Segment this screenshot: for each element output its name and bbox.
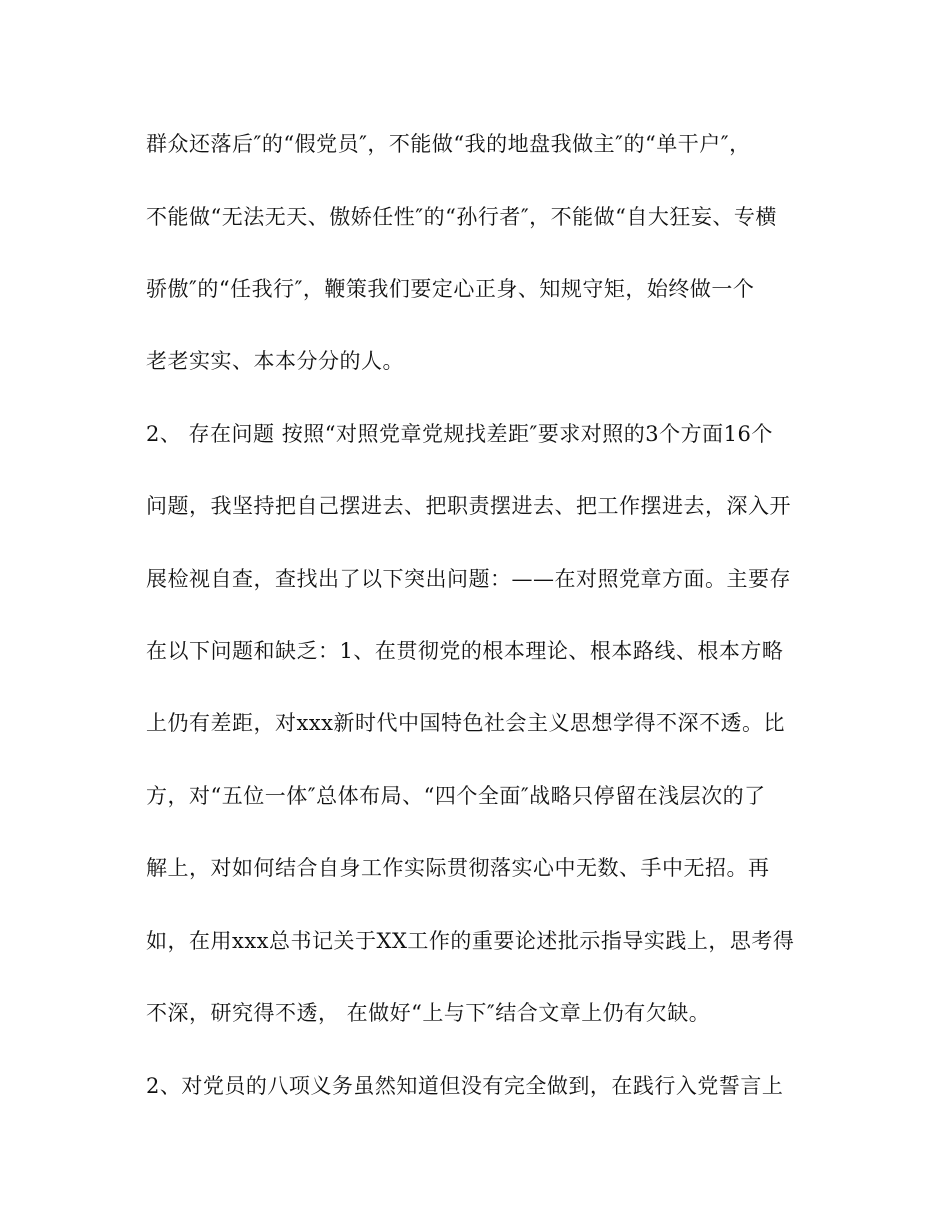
paragraph-line: 不深，研究得不透， 在做好“上与下″结合文章上仍有欠缺。 bbox=[146, 1001, 711, 1025]
paragraph-line: 解上，对如何结合自身工作实际贯彻落实心中无数、手中无招。再 bbox=[146, 856, 770, 880]
paragraph-line: 老老实实、本本分分的人。 bbox=[146, 349, 404, 373]
paragraph-line: 骄傲″的“任我行″，鞭策我们要定心正身、知规守矩，始终做一个 bbox=[146, 277, 755, 301]
paragraph-line: 不能做“无法无天、傲娇任性″的“孙行者″，不能做“自大狂妄、专横 bbox=[146, 205, 777, 229]
paragraph-line: 群众还落后″的“假党员″，不能做“我的地盘我做主″的“单干户″， bbox=[146, 132, 751, 156]
paragraph-line: 问题，我坚持把自己摆进去、把职责摆进去、把工作摆进去，深入开 bbox=[146, 494, 791, 518]
paragraph-line: 2、对党员的八项义务虽然知道但没有完全做到，在践行入党誓言上 bbox=[146, 1074, 784, 1098]
paragraph-line: 展检视自查，查找出了以下突出问题：——在对照党章方面。主要存 bbox=[146, 567, 791, 591]
paragraph-line: 如，在用xxx总书记关于XX工作的重要论述批示指导实践上，思考得 bbox=[146, 929, 795, 953]
paragraph-line: 上仍有差距，对xxx新时代中国特色社会主义思想学得不深不透。比 bbox=[146, 711, 786, 735]
paragraph-line: 在以下问题和缺乏：1、在贯彻党的根本理论、根本路线、根本方略 bbox=[146, 639, 784, 663]
paragraph-line: 2、 存在问题 按照“对照党章党规找差距″要求对照的3个方面16个 bbox=[146, 422, 773, 446]
paragraph-line: 方，对“五位一体″总体布局、“四个全面″战略只停留在浅层次的了 bbox=[146, 784, 766, 808]
